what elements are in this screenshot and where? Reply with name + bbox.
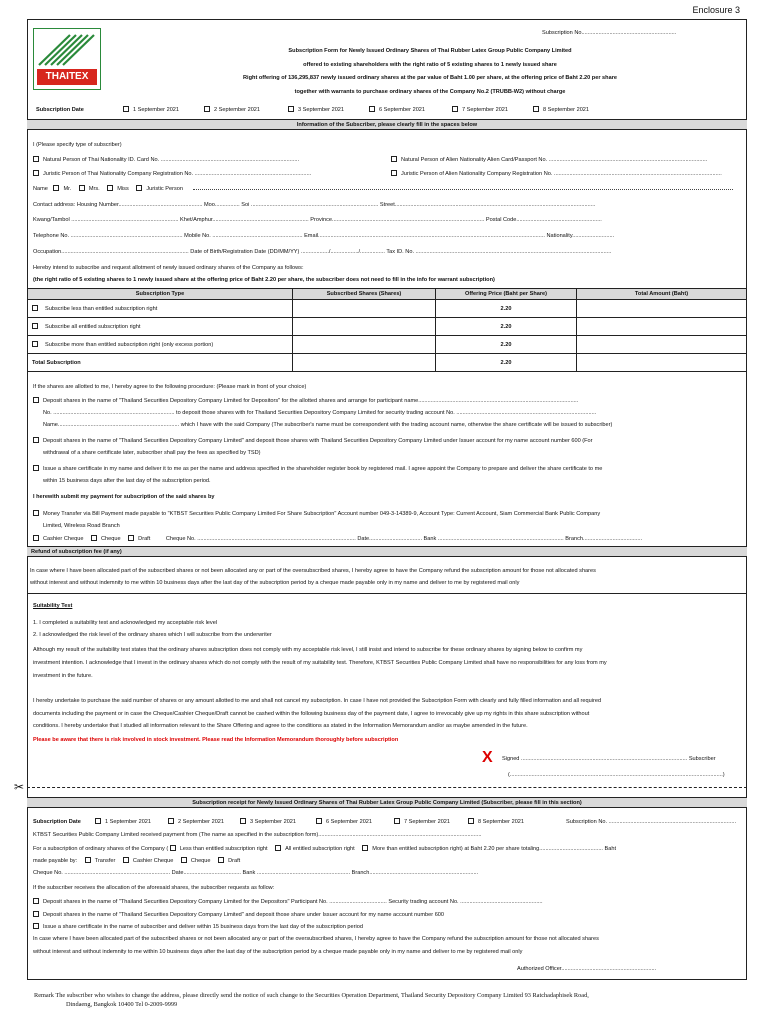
col-total-amount: Total Amount (Baht) [577, 289, 747, 300]
checkbox-icon[interactable] [369, 106, 375, 112]
receipt-date-opt-1[interactable]: 1 September 2021 [95, 818, 151, 825]
receipt-cheque-line[interactable]: Cheque No. .................................................................... Date..................................... Bank ............................................................ Branch...................................................................... [33, 870, 479, 876]
table-row [28, 336, 747, 354]
checkbox-icon[interactable] [168, 818, 174, 824]
checkbox-icon[interactable] [33, 923, 39, 929]
checkbox-icon[interactable] [362, 845, 368, 851]
checkbox-icon[interactable] [33, 437, 39, 443]
checkbox-icon[interactable] [91, 535, 97, 541]
undertake-text-3: conditions. I hereby undertake that I studied all information relevant to the Share Offering and agree to the conditions as stated in the Information Memorandum and/or as maybe amended in the future. [33, 723, 528, 729]
checkbox-icon[interactable] [123, 106, 129, 112]
table-total-row [28, 354, 747, 372]
receipt-subscription-no[interactable]: Subscription No. .................................................................................. [566, 819, 737, 825]
total-label: Total Subscription [28, 354, 293, 372]
cheque-details-field[interactable]: Cheque No. ...................................................................................................... Date.................................. Bank ................................................................................. Branch...................................... [165, 536, 643, 542]
address-line-2[interactable]: Kwang/Tambol ..................................................................... Khet/Amphur.............................................................. Province.................................................................................................. Postal Code....................................................... [33, 217, 602, 223]
checkbox-icon[interactable] [123, 857, 129, 863]
checkbox-icon[interactable] [32, 323, 38, 329]
receipt-alloc-opt-3[interactable]: Issue a share certificate in the name of subscriber and deliver within 15 business days from the last day of the subscription period [33, 923, 363, 930]
refund-bar: Refund of subscription fee (if any) [27, 546, 747, 557]
receipt-date-opt-4[interactable]: 6 September 2021 [316, 818, 372, 825]
address-line-4[interactable]: Occupation.................................................................................. Date of Birth/Registration Date (DD/MM/YY) ................../................../................ Tax ID. No. .............................................................................................................................. [33, 249, 612, 255]
subscription-date-label: Subscription Date [36, 107, 84, 113]
thaitex-logo [33, 28, 101, 90]
shares-cell[interactable] [293, 336, 436, 354]
checkbox-icon[interactable] [32, 341, 38, 347]
checkbox-icon[interactable] [136, 185, 142, 191]
remark [34, 991, 746, 1009]
header-line-3: Right offering of 136,295,837 newly issued ordinary shares at the par value of Baht 1.00 per share, at the offering price of Baht 2.20 per share [243, 75, 617, 81]
shares-cell[interactable] [293, 300, 436, 318]
suitability-item-1: 1. I completed a suitability test and acknowledged my acceptable risk level [33, 620, 218, 626]
col-subscription-type: Subscription Type [28, 289, 293, 300]
checkbox-icon[interactable] [128, 535, 134, 541]
checkbox-icon[interactable] [240, 818, 246, 824]
price-cell: 2.20 [436, 318, 577, 336]
receipt-refund-2: without interest and without indemnity to me within 10 business days after the last day of the subscription period by a cheque made payable only in my name and deliver to me by registered mail only [33, 949, 523, 955]
amount-cell[interactable] [577, 318, 747, 336]
total-shares-cell[interactable] [293, 354, 436, 372]
checkbox-icon[interactable] [33, 156, 39, 162]
date-opt-4[interactable]: 6 September 2021 [369, 106, 425, 113]
receipt-ordinary-row: For a subscription of ordinary shares of the Company ( Less than entitled subscription right All entitled subscription right More than entitled subscription right) at Baht 2.20 per share totaling......................................... Baht [33, 846, 617, 852]
price-cell: 2.20 [436, 336, 577, 354]
remark-line-2: Dindaeng, Bangkok 10400 Tel 0-2009-9999 [66, 1001, 178, 1008]
allot-issuer-note: withdrawal of a share certificate later, subscriber shall pay the fees as specified by TSD) [43, 450, 261, 456]
allot-opt-tsd-participant[interactable]: Deposit shares in the name of "Thailand Securities Depository Company Limited for Depositors" for the allotted shares and arrange for participant name....................................................................................................... [33, 397, 578, 404]
row-type[interactable]: Subscribe all entitled subscription right [28, 318, 293, 336]
receipt-alloc-opt-2[interactable]: Deposit shares in the name of "Thailand Securities Depository Company Limited" and deposit those share under Issuer account for my name account number 600 [33, 911, 444, 918]
receipt-date-opt-5[interactable]: 7 September 2021 [394, 818, 450, 825]
checkbox-icon[interactable] [32, 305, 38, 311]
allot-intro: If the shares are allotted to me, I hereby agree to the following procedure: (Please mark in front of your choice) [33, 384, 307, 390]
payment-title: I herewith submit my payment for subscription of the said shares by [33, 494, 215, 500]
allot-certificate-note: within 15 business days after the last day of the subscription period. [43, 478, 211, 484]
checkbox-icon[interactable] [468, 818, 474, 824]
payment-branch: Limited, Wireless Road Branch [43, 523, 120, 529]
checkbox-icon[interactable] [204, 106, 210, 112]
intent-bold-text: (the right ratio of 5 existing shares to 1 newly issued share at the offering price of Baht 2.20 per share, the subscriber does not need to fill in the info for warrant subscription) [33, 277, 495, 283]
receipt-alloc-intro: If the subscriber receives the allocation of the aforesaid shares, the subscriber requests as follow: [33, 885, 275, 891]
intent-text: Hereby intend to subscribe and request allotment of newly issued ordinary shares of the Company as follows: [33, 265, 304, 271]
receipt-date-label: Subscription Date [33, 819, 81, 825]
col-offering-price: Offering Price (Baht per Share) [436, 289, 577, 300]
header-line-4: together with warrants to purchase ordinary shares of the Company No.2 (TRUBB-W2) without charge [294, 88, 566, 95]
type-thai-natural[interactable]: Natural Person of Thai Nationality ID. Card No. ......................................................................................... [33, 156, 299, 163]
suitability-item-2: 2. I acknowledged the risk level of the ordinary shares which I will subscribe from the underwriter [33, 632, 272, 638]
remark-line-1: Remark The subscriber who wishes to change the address, please directly send the notice of such change to the Securities Operation Department, Thailand Security Depository Company Limited 93 Ratchadaphisek Road, [34, 992, 589, 999]
receipt-refund-1: In case where I have been allocated part of the subscribed shares or not been allocated any or part of the oversubscribed shares, I hereby agree to have the Company refund the subscription amount for those not allocated shares [33, 936, 599, 942]
address-line-3[interactable]: Telephone No. ........................................................................ Mobile No. .......................................................... Email.................................................................................................................................................. Nationality........................... [33, 233, 615, 239]
checkbox-icon[interactable] [33, 898, 39, 904]
info-bar: Information of the Subscriber, please clearly fill in the spaces below [27, 119, 747, 130]
checkbox-icon[interactable] [391, 170, 397, 176]
amount-cell[interactable] [577, 336, 747, 354]
total-amount-cell[interactable] [577, 354, 747, 372]
checkbox-icon[interactable] [275, 845, 281, 851]
checkbox-icon[interactable] [316, 818, 322, 824]
receipt-alloc-opt-1[interactable]: Deposit shares in the name of "Thailand Securities Depository Company Limited for the Depositors" Participant No. ..................................... Security trading account No. ..................................................... [33, 898, 543, 905]
row-type[interactable]: Subscribe less than entitled subscription right [28, 300, 293, 318]
suitability-title: Suitability Test [33, 603, 73, 609]
shares-cell[interactable] [293, 318, 436, 336]
address-line-1[interactable]: Contact address: Housing Number...................................................... Moo................ Soi .................................................................................. Street................................................................................................................................. [33, 202, 596, 208]
total-price-cell: 2.20 [436, 354, 577, 372]
receipt-date-opt-2[interactable]: 2 September 2021 [168, 818, 224, 825]
scissors-icon: ✂ [14, 780, 25, 794]
col-subscribed-shares: Subscribed Shares (Shares) [293, 289, 436, 300]
suitability-text-3: investment in the future. [33, 673, 93, 679]
subscription-table [27, 288, 747, 372]
checkbox-icon[interactable] [53, 185, 59, 191]
subscription-no[interactable]: Subscription No............................................................. [542, 30, 677, 36]
cut-line [27, 787, 747, 788]
table-header-row [28, 289, 747, 300]
checkbox-icon[interactable] [33, 170, 39, 176]
type-thai-juristic[interactable]: Juristic Person of Thai Nationality Company Registration No. ........................................................................... [33, 170, 311, 177]
checkbox-icon[interactable] [107, 185, 113, 191]
checkbox-icon[interactable] [33, 911, 39, 917]
refund-text-1: In case where I have been allocated part of the subscribed shares or not been allocated any or part of the oversubscribed shares, I hereby agree to have the Company refund the subscription amount for those not allocated shares [30, 568, 596, 574]
checkbox-icon[interactable] [533, 106, 539, 112]
suitability-text-2: investment intention. I acknowledge that I invest in the ordinary shares which do not comply with the result of my suitability test. Therefore, KTBST Securities Public Company Limited shall have no responsibilities for any loss from my [33, 660, 607, 666]
checkbox-icon[interactable] [452, 106, 458, 112]
receipt-payable-row: made payable by: Transfer Cashier Cheque Cheque Draft [33, 858, 241, 864]
type-alien-juristic[interactable]: Juristic Person of Alien Nationality Company Registration No. ............................................................................................................ [391, 170, 722, 177]
undertake-text-1: I hereby undertake to purchase the said number of shares or any amount allotted to me and shall not cancel my subscription. In case I have not provided the Subscription Form with clearly and fully filled information and all required [33, 698, 602, 704]
header-line-2: offered to existing shareholders with the right ratio of 5 existing shares to 1 newly issued share [303, 61, 557, 68]
receipt-bar: Subscription receipt for Newly Issued Ordinary Shares of Thai Rubber Latex Group Public Company Limited (Subscriber, please fill in this section) [27, 797, 747, 808]
checkbox-icon[interactable] [33, 510, 39, 516]
sign-here-mark: X [482, 749, 493, 766]
date-opt-5[interactable]: 7 September 2021 [452, 106, 508, 113]
checkbox-icon[interactable] [33, 535, 39, 541]
signed-name-field[interactable]: (.........................................................................................................................................) [508, 772, 725, 778]
checkbox-icon[interactable] [181, 857, 187, 863]
allot-opt-issuer-account[interactable]: Deposit shares in the name of "Thailand Securities Depository Company Limited" and deposit those shares with Thailand Securities Depository Company Limited under Issuer account for my name account number 600 (For [33, 437, 593, 444]
name-field[interactable] [193, 184, 733, 190]
allot-participant-no[interactable]: No. .............................................................................. to deposit those shares with for Thailand Securities Depository Company Limited for security trading account No. .......................................................................................... [43, 410, 597, 416]
table-row [28, 300, 747, 318]
table-row [28, 318, 747, 336]
logo-text: THAITEX [45, 71, 89, 82]
refund-text-2: without interest and without indemnity to me within 10 business days after the last day of the subscription period by a cheque made payable only in my name and deliver to me by registered mail only [30, 580, 520, 586]
date-opt-2[interactable]: 2 September 2021 [204, 106, 260, 113]
authorized-officer-field[interactable]: Authorized Officer............................................................. [517, 966, 657, 972]
receipt-date-opt-3[interactable]: 3 September 2021 [240, 818, 296, 825]
row-type[interactable]: Subscribe more than entitled subscription right (only excess portion) [28, 336, 293, 354]
payment-money-transfer[interactable]: Money Transfer via Bill Payment made payable to "KTBST Securities Public Company Limited For Share Subscription" Account number 049-3-14389-9, Account Type: Current Account, Siam Commercial Bank Public Company [33, 510, 600, 517]
checkbox-icon[interactable] [394, 818, 400, 824]
date-opt-1[interactable]: 1 September 2021 [123, 106, 179, 113]
enclosure-label: Enclosure 3 [692, 5, 740, 15]
form-header [110, 45, 750, 99]
checkbox-icon[interactable] [33, 465, 39, 471]
amount-cell[interactable] [577, 300, 747, 318]
checkbox-icon[interactable] [33, 397, 39, 403]
name-row: Name Mr. Mrs. Miss Juristic Person [33, 184, 733, 192]
cheque-row: Cashier Cheque Cheque Draft Cheque No. ...................................................................................................... Date.................................. Bank ................................................................................. Branch...................................... [33, 535, 642, 542]
checkbox-icon[interactable] [218, 857, 224, 863]
receipt-received-from[interactable]: KTBST Securities Public Company Limited received payment from (The name as specified in the subscription form)......................................................................................................... [33, 832, 482, 838]
date-opt-6[interactable]: 8 September 2021 [533, 106, 589, 113]
allot-opt-certificate[interactable]: Issue a share certificate in my name and deliver it to me as per the name and address specified in the shareholder register book by registered mail. I agree appoint the Company to prepare and deliver the share certificate to me [33, 465, 602, 472]
checkbox-icon[interactable] [95, 818, 101, 824]
divider [27, 593, 747, 594]
undertake-text-2: documents including the payment or in case the Cheque/Cashier Cheque/Draft cannot be cashed within the following business day of the payment date, I agree to irrevocably give up my rights in this share subscription without [33, 711, 590, 717]
checkbox-icon[interactable] [85, 857, 91, 863]
checkbox-icon[interactable] [79, 185, 85, 191]
checkbox-icon[interactable] [391, 156, 397, 162]
checkbox-icon[interactable] [170, 845, 176, 851]
header-line-1: Subscription Form for Newly Issued Ordinary Shares of Thai Rubber Latex Group Public Company Limited [288, 48, 572, 54]
receipt-date-opt-6[interactable]: 8 September 2021 [468, 818, 524, 825]
type-alien-natural[interactable]: Natural Person of Alien Nationality Alien Card/Passport No. ...................................................................................................... [391, 156, 707, 163]
subscriber-type-label: I (Please specify type of subscriber) [33, 142, 122, 148]
checkbox-icon[interactable] [288, 106, 294, 112]
allot-participant-name[interactable]: Name.............................................................................. which I have with the said Company (The subscriber's name must be correspondent with the trading account name, otherwise the share certificate will be issued to subscriber) [43, 422, 613, 428]
price-cell: 2.20 [436, 300, 577, 318]
signed-field[interactable]: Signed ........................................................................................................... Subscriber [502, 756, 716, 762]
date-opt-3[interactable]: 3 September 2021 [288, 106, 344, 113]
risk-warning: Please be aware that there is risk involved in stock investment. Please read the Information Memorandum thoroughly before subscription [33, 737, 399, 743]
suitability-text-1: Although my result of the suitability test states that the ordinary shares subscription does not comply with my acceptable risk level, I still insist and intend to subscribe for these ordinary shares by signing below to confirm my [33, 647, 583, 653]
